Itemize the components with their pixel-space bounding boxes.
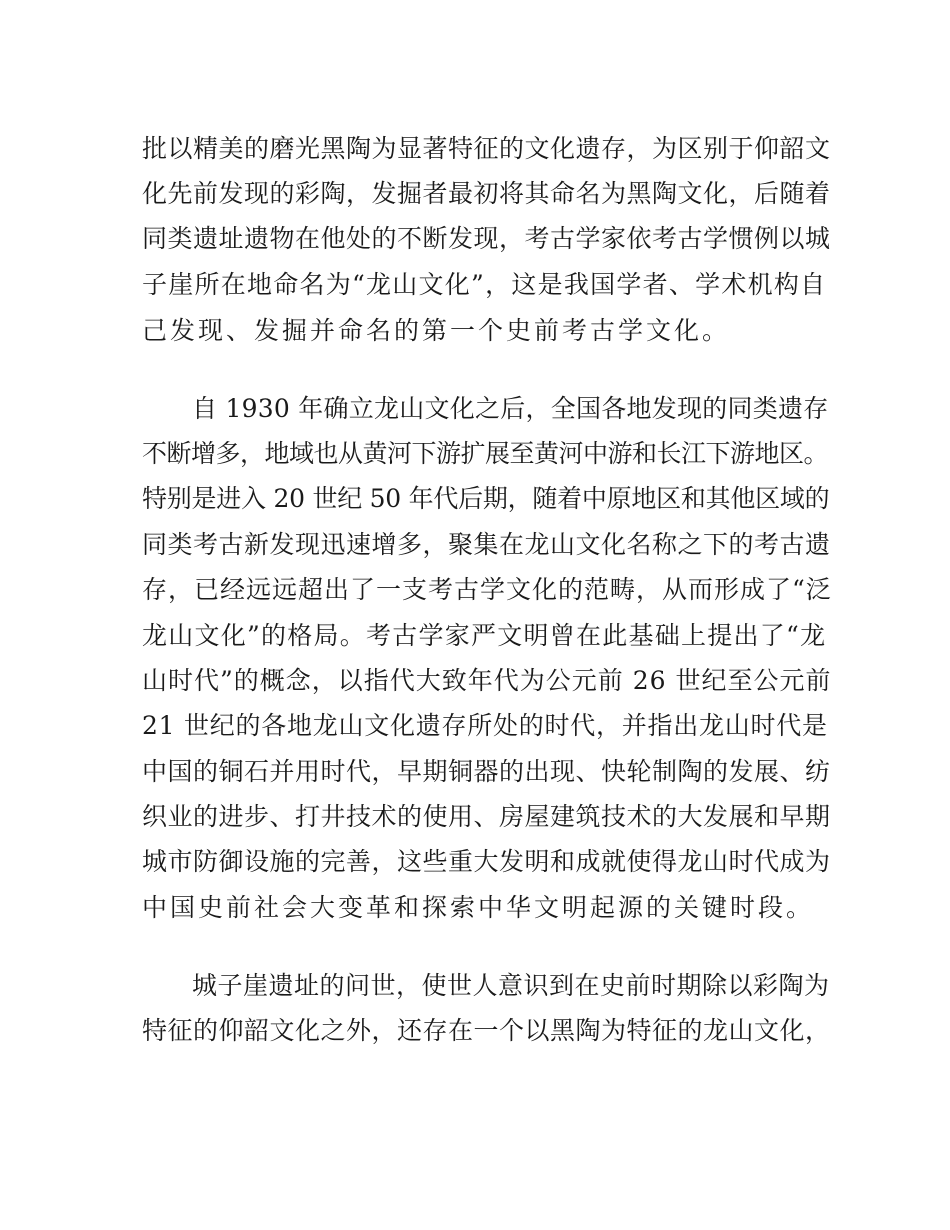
paragraph-2-line-8: 21 世纪的各地龙山文化遗存所处的时代，并指出龙山时代是	[142, 711, 828, 740]
paragraph-2-line-4: 同类考古新发现迅速增多，聚集在龙山文化名称之下的考古遗	[142, 530, 831, 559]
paragraph-1-line-3: 同类遗址遗物在他处的不断发现，考古学家依考古学惯例以城	[142, 224, 831, 253]
paragraph-2-line-12: 中国史前社会大变革和探索中华文明起源的关键时段。	[142, 893, 815, 922]
paragraph-2-line-5: 存，已经远远超出了一支考古学文化的范畴，从而形成了“泛	[142, 575, 832, 604]
paragraph-2-line-10: 织业的进步、打井技术的使用、房屋建筑技术的大发展和早期	[142, 802, 831, 831]
paragraph-3-line-2: 特征的仰韶文化之外，还存在一个以黑陶为特征的龙山文化，	[142, 1016, 831, 1045]
paragraph-1-line-1: 批以精美的磨光黑陶为显著特征的文化遗存，为区别于仰韶文	[142, 134, 831, 163]
paragraph-2-line-3: 特别是进入 20 世纪 50 年代后期，随着中原地区和其他区域的	[142, 484, 830, 513]
paragraph-1-line-5: 己发现、发掘并命名的第一个史前考古学文化。	[142, 316, 731, 345]
paragraph-3-line-1: 城子崖遗址的问世，使世人意识到在史前时期除以彩陶为	[192, 971, 830, 1000]
paragraph-1-line-4: 子崖所在地命名为“龙山文化”，这是我国学者、学术机构自	[142, 270, 827, 299]
paragraph-2-line-6: 龙山文化”的格局。考古学家严文明曾在此基础上提出了“龙	[142, 621, 827, 650]
paragraph-2-line-1: 自 1930 年确立龙山文化之后，全国各地发现的同类遗存	[192, 394, 829, 423]
paragraph-2-line-11: 城市防御设施的完善，这些重大发明和成就使得龙山时代成为	[142, 847, 831, 876]
paragraph-2-line-7: 山时代”的概念，以指代大致年代为公元前 26 世纪至公元前	[142, 666, 832, 695]
paragraph-2-line-9: 中国的铜石并用时代，早期铜器的出现、快轮制陶的发展、纺	[142, 757, 831, 786]
paragraph-2-line-2: 不断增多，地域也从黄河下游扩展至黄河中游和长江下游地区。	[142, 439, 829, 468]
paragraph-1-line-2: 化先前发现的彩陶，发掘者最初将其命名为黑陶文化，后随着	[142, 179, 831, 208]
